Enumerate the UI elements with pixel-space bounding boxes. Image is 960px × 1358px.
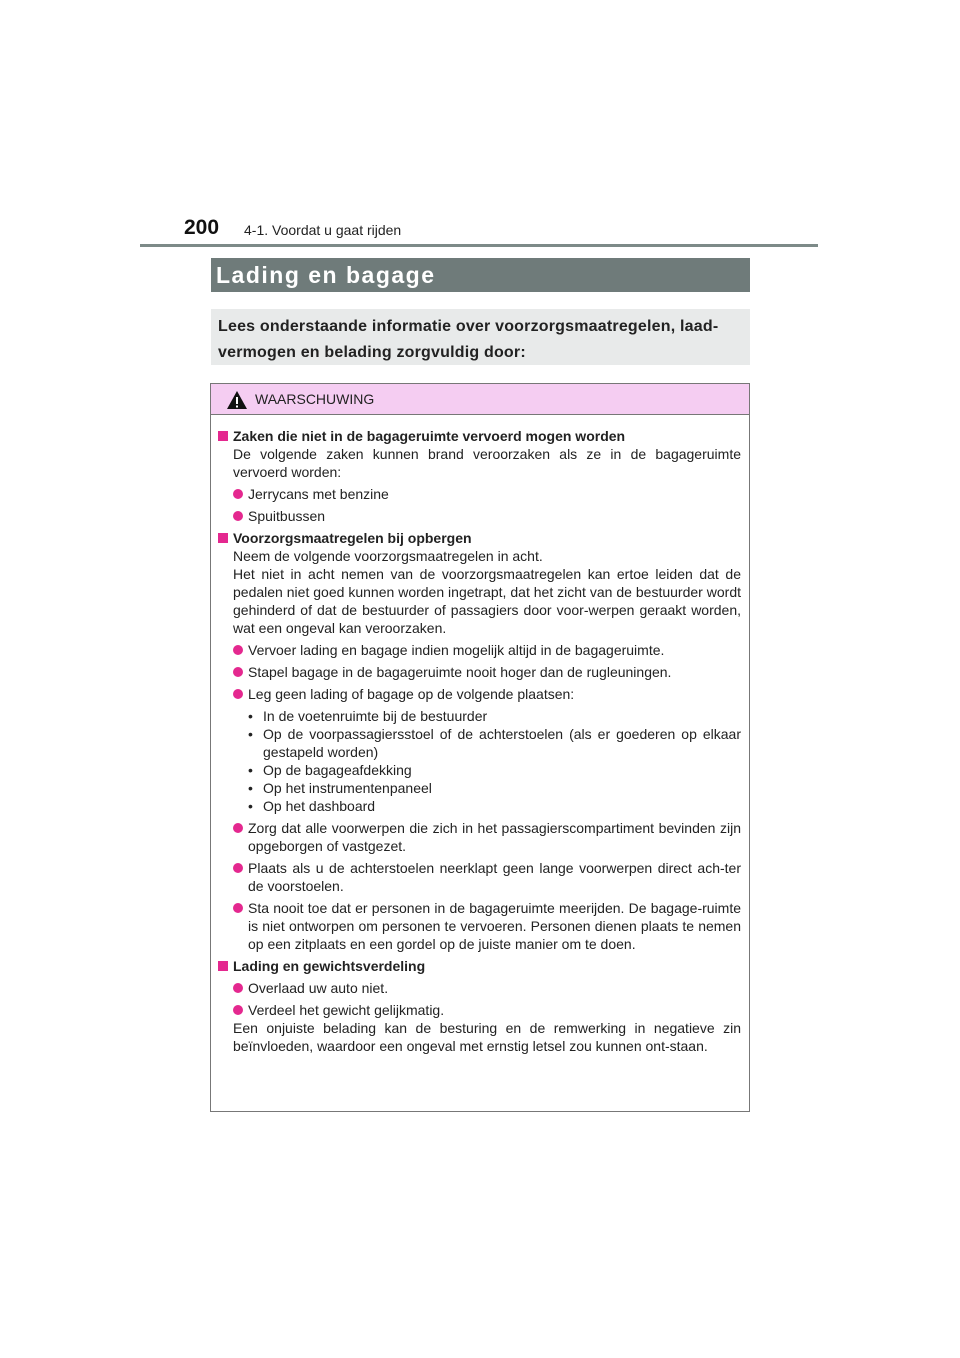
list-item: Verdeel het gewicht gelijkmatig. — [233, 1001, 741, 1019]
sub-list-item: • In de voetenruimte bij de bestuurder — [248, 708, 488, 724]
dot-bullet-icon — [233, 863, 243, 873]
sub-list-item: • Op het instrumentenpaneel — [248, 780, 432, 796]
warning-section — [218, 427, 741, 525]
sub-list-item: • Op het dashboard — [248, 798, 376, 814]
list-item: Zorg dat alle voorwerpen die zich in het passagierscompartiment bevinden zijn opgeborgen of vastgezet. — [233, 819, 741, 855]
dot-bullet-icon — [233, 645, 243, 655]
warning-section-heading: Lading en gewichtsverdeling — [218, 957, 741, 975]
list-item: Jerrycans met benzine — [233, 485, 741, 503]
list-item: Sta nooit toe dat er personen in de bagageruimte meerijden. De bagage-ruimte is niet ontworpen om personen te vervoeren. Personen dienen plaats te nemen op een zitplaats en een gordel op de juiste manier om te doen. — [233, 899, 741, 953]
warning-body — [211, 415, 749, 1055]
dot-bullet-icon — [233, 489, 243, 499]
dot-bullet-icon — [233, 823, 243, 833]
list-item: Leg geen lading of bagage op de volgende plaatsen: — [233, 685, 741, 703]
warning-section — [218, 529, 741, 953]
dot-bullet-icon — [233, 903, 243, 913]
square-bullet-icon — [218, 431, 228, 441]
sub-list-item: • Op de voorpassagiersstoel of de achterstoelen (als er goederen op elkaar gestapeld worden) — [248, 726, 741, 760]
list-item: Vervoer lading en bagage indien mogelijk altijd in de bagageruimte. — [233, 641, 741, 659]
list-item: Stapel bagage in de bagageruimte nooit hoger dan de rugleuningen. — [233, 663, 741, 681]
warning-label: WAARSCHUWING — [255, 391, 375, 407]
header-divider — [140, 244, 818, 247]
square-bullet-icon — [218, 533, 228, 543]
list-item: Overlaad uw auto niet. — [233, 979, 741, 997]
paragraph: De volgende zaken kunnen brand veroorzaken als ze in de bagageruimte vervoerd worden: — [233, 446, 741, 480]
warning-box — [210, 383, 750, 1112]
dot-bullet-icon — [233, 1005, 243, 1015]
dot-bullet-icon — [233, 689, 243, 699]
page-number: 200 — [184, 216, 220, 239]
dot-bullet-icon — [233, 667, 243, 677]
paragraph: Neem de volgende voorzorgsmaatregelen in acht. — [233, 548, 543, 564]
sub-list-item: • Op de bagageafdekking — [248, 762, 412, 778]
warning-header — [211, 384, 749, 415]
list-item: Spuitbussen — [233, 507, 741, 525]
warning-section-heading: Voorzorgsmaatregelen bij opbergen — [218, 529, 741, 547]
dot-bullet-icon — [233, 511, 243, 521]
dot-bullet-icon — [233, 983, 243, 993]
list-item: Plaats als u de achterstoelen neerklapt geen lange voorwerpen direct ach-ter de voorstoelen. — [233, 859, 741, 895]
warning-section — [218, 957, 741, 1055]
intro-box: Lees onderstaande informatie over voorzorgsmaatregelen, laad-vermogen en belading zorgvuldig door: — [211, 309, 750, 365]
section-title: Lading en bagage — [216, 262, 436, 288]
square-bullet-icon — [218, 961, 228, 971]
warning-triangle-icon — [226, 390, 248, 410]
sub-list — [248, 707, 741, 815]
paragraph: Een onjuiste belading kan de besturing en de remwerking in negatieve zin beïnvloeden, waardoor een ongeval met ernstig letsel zou kunnen ont-staan. — [233, 1020, 741, 1054]
warning-section-heading: Zaken die niet in de bagageruimte vervoerd mogen worden — [218, 427, 741, 445]
section-reference: 4-1. Voordat u gaat rijden — [244, 222, 402, 238]
paragraph: Het niet in acht nemen van de voorzorgsmaatregelen kan ertoe leiden dat de pedalen niet goed kunnen worden ingetrapt, dat het zicht van de bestuurder wordt gehinderd of dat de bestuurder of passagiers door voor-werpen geraakt worden, wat een ongeval kan veroorzaken. — [233, 566, 741, 636]
section-title-bar — [211, 258, 750, 292]
